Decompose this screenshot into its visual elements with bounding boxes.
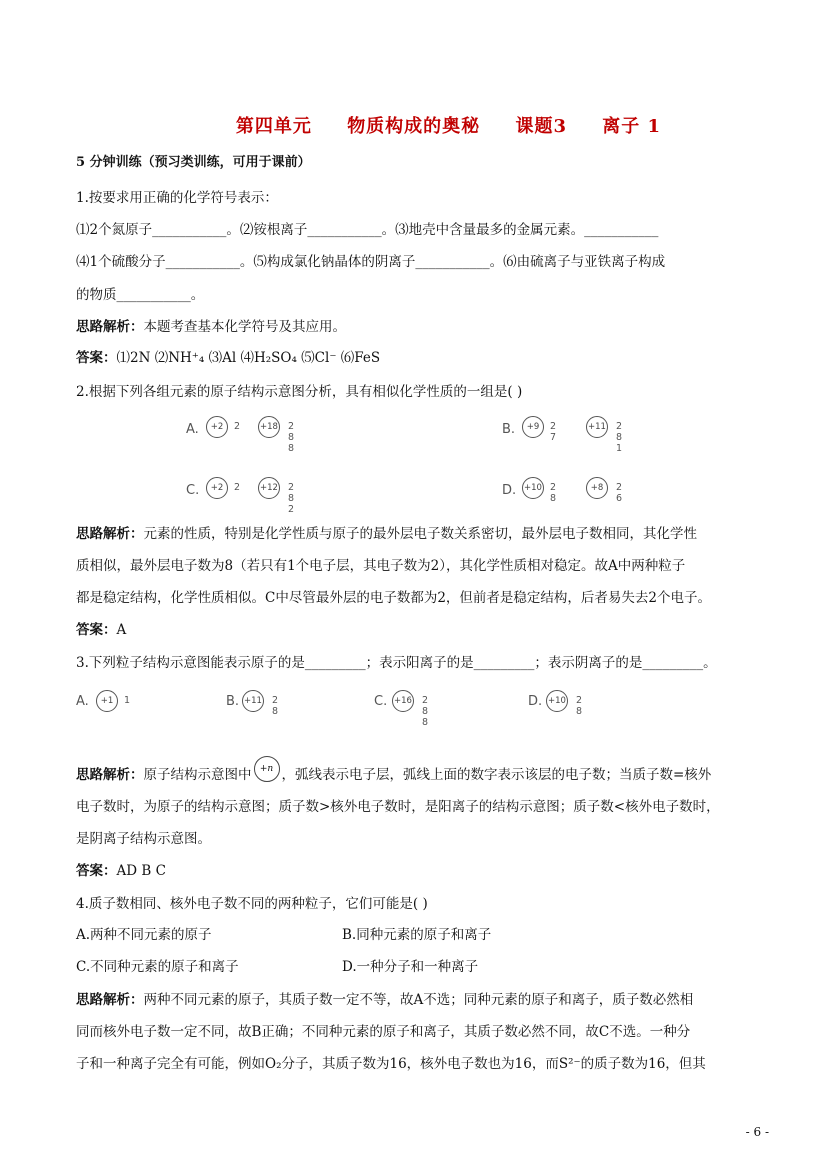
electron-shells: 2 [234, 482, 245, 493]
q3-analysis [76, 763, 711, 792]
q2-analysis-text-3: 都是稳定结构，化学性质相似。C中尽管最外层的电子数都为2，但前者是稳定结构，后者易失去2个电子。 [76, 590, 712, 606]
q2-option-d [502, 475, 672, 515]
q4-analysis-text-1: 两种不同元素的原子，其质子数一定不等，故A不选；同种元素的原子和离子，质子数必然相 [143, 992, 694, 1008]
q1-line2: ⑷1个硫酸分子___________。⑸构成氯化钠晶体的阴离子___________。⑹由硫离子与亚铁离子构成 [76, 254, 666, 270]
nucleus-circle: +11 [586, 416, 608, 438]
q4-stem: 4.质子数相同、核外电子数不同的两种粒子，它们可能是( ) [76, 896, 428, 912]
q4-analysis-text-2: 同而核外电子数一定不同，故B正确；不同种元素的原子和离子，其质子数必然不同，故C不选。一种分 [76, 1024, 691, 1040]
page-number: - 6 - [745, 1125, 769, 1139]
q2-analysis [76, 522, 697, 542]
q2-answer [76, 618, 126, 638]
q1-analysis-text: 本题考查基本化学符号及其应用。 [143, 319, 346, 335]
q2-option-a-label: A. [186, 422, 199, 437]
q2-option-d-label: D. [502, 483, 517, 498]
q2-option-b-label: B. [502, 422, 516, 437]
q3-option-b-label: B. [226, 694, 240, 709]
q3-analysis-text-1a: 原子结构示意图中 [143, 767, 252, 783]
q3-option-c-label: C. [374, 694, 388, 709]
electron-shells: 2 8 [576, 695, 587, 717]
nucleus-circle: +2 [206, 477, 228, 499]
electron-shells: 2 8 8 [422, 695, 433, 728]
q3-answer [76, 859, 166, 879]
q2-analysis-label: 思路解析： [76, 526, 144, 542]
nucleus-icon [254, 756, 280, 782]
q2-analysis-text-2: 质相似，最外层电子数为8（若只有1个电子层，其电子数为2），其化学性质相对稳定。故A中两种粒子 [76, 558, 686, 574]
title-name: 离子 1 [602, 116, 662, 137]
q1-answer [76, 346, 380, 366]
q3-option-b [226, 690, 346, 720]
q2-option-a [186, 414, 356, 454]
title-lesson: 课题3 [515, 116, 567, 137]
title-unit: 第四单元 [235, 116, 312, 137]
section-heading: 5 分钟训练（预习类训练，可用于课前） [76, 155, 311, 170]
electron-shells: 2 8 2 [288, 482, 299, 515]
q1-analysis-label: 思路解析： [76, 319, 144, 335]
q1-line1: ⑴2个氮原子___________。⑵铵根离子___________。⑶地壳中含量最多的金属元素。___________ [76, 222, 659, 238]
nucleus-icon-text: +n [259, 764, 274, 774]
q3-analysis-text-2: 电子数时，为原子的结构示意图；质子数>核外电子数时，是阳离子的结构示意图；质子数<核外电子数时， [76, 799, 720, 815]
q1-answer-text: ⑴2N ⑵NH⁺₄ ⑶Al ⑷H₂SO₄ ⑸Cl⁻ ⑹FeS [116, 350, 381, 366]
q1-line3: 的物质___________。 [76, 287, 205, 303]
nucleus-circle: +9 [522, 416, 544, 438]
nucleus-circle: +12 [258, 477, 280, 499]
q1-stem: 1.按要求用正确的化学符号表示： [76, 190, 278, 206]
nucleus-circle: +8 [586, 477, 608, 499]
electron-shells: 1 [124, 695, 135, 706]
q4-analysis-label: 思路解析： [76, 992, 144, 1008]
q2-stem: 2.根据下列各组元素的原子结构示意图分析，具有相似化学性质的一组是( ) [76, 384, 523, 400]
q2-option-c-label: C. [186, 483, 200, 498]
q2-analysis-text-1: 元素的性质，特别是化学性质与原子的最外层电子数关系密切，最外层电子数相同，其化学性 [143, 526, 697, 542]
electron-shells: 2 8 [550, 482, 561, 504]
q4-option-b: B.同种元素的原子和离子 [342, 927, 492, 943]
nucleus-circle: +11 [242, 690, 264, 712]
q3-analysis-text-1b: ，弧线表示电子层，弧线上面的数字表示该层的电子数；当质子数=核外 [281, 767, 712, 783]
electron-shells: 2 6 [616, 482, 627, 504]
q4-analysis-text-3: 子和一种离子完全有可能，例如O₂分子，其质子数为16，核外电子数也为16，而S²⁻的质子数为16，但其 [76, 1056, 706, 1072]
q2-answer-text: A [116, 622, 127, 638]
nucleus-circle: +10 [546, 690, 568, 712]
q3-option-d-label: D. [528, 694, 543, 709]
nucleus-circle: +18 [258, 416, 280, 438]
q4-option-a: A.两种不同元素的原子 [76, 927, 212, 943]
nucleus-circle: +2 [206, 416, 228, 438]
nucleus-circle: +10 [522, 477, 544, 499]
q4-analysis [76, 988, 693, 1008]
q1-analysis [76, 315, 346, 335]
q1-answer-label: 答案： [76, 350, 117, 366]
electron-shells: 2 7 [550, 421, 561, 443]
q3-answer-text: AD B C [116, 863, 166, 879]
q3-answer-label: 答案： [76, 863, 117, 879]
electron-shells: 2 8 8 [288, 421, 299, 454]
q3-stem: 3.下列粒子结构示意图能表示原子的是_________；表示阳离子的是_________；表示阴离子的是_________。 [76, 655, 717, 671]
electron-shells: 2 [234, 421, 245, 432]
title-topic: 物质构成的奥秘 [347, 116, 481, 137]
nucleus-circle: +1 [96, 690, 118, 712]
q3-option-a-label: A. [76, 694, 89, 709]
q3-option-a [76, 690, 196, 720]
electron-shells: 2 8 [272, 695, 283, 717]
q3-analysis-text-3: 是阴离子结构示意图。 [76, 831, 211, 847]
q4-option-c: C.不同种元素的原子和离子 [76, 959, 239, 975]
page-title [0, 112, 827, 138]
q3-analysis-label: 思路解析： [76, 767, 144, 783]
q2-option-c [186, 475, 356, 515]
q2-option-b [502, 414, 672, 454]
q2-answer-label: 答案： [76, 622, 117, 638]
electron-shells: 2 8 1 [616, 421, 627, 454]
q3-option-d [528, 690, 648, 720]
nucleus-circle: +16 [392, 690, 414, 712]
q3-option-c [374, 690, 494, 728]
q4-option-d: D.一种分子和一种离子 [342, 959, 479, 975]
